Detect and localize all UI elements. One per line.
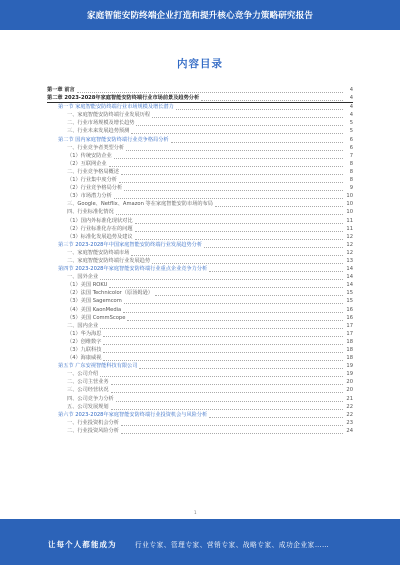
toc-entry-page: 6 [349, 144, 353, 151]
toc-entry[interactable] [47, 419, 353, 427]
toc-entry-page: 18 [346, 338, 353, 345]
toc-leader-dots [114, 192, 343, 199]
toc-leader-dots [77, 86, 343, 93]
report-title: 家庭智能安防终端企业打造和提升核心竞争力策略研究报告 [86, 11, 314, 21]
toc-entry-label: 二、行业市场规模及增长趋势 [67, 120, 135, 127]
toc-entry-page: 19 [346, 363, 353, 370]
toc-entry[interactable] [47, 233, 353, 241]
toc-entry-page: 11 [346, 217, 353, 224]
toc-entry[interactable] [47, 208, 353, 216]
toc-entry[interactable] [47, 427, 353, 435]
toc-entry-label: 三、Google、Netflix、Amazon 等在家庭智能安防市场的布局 [67, 201, 213, 208]
toc-leader-dots [121, 427, 343, 434]
toc-leader-dots [100, 322, 343, 329]
toc-entry-page: 18 [346, 355, 353, 362]
toc-leader-dots [121, 419, 343, 426]
toc-leader-dots [111, 378, 343, 385]
toc-entry-label: （3）标准化发展趋势及建议 [67, 233, 133, 240]
toc-entry-page: 8 [349, 160, 353, 167]
toc-entry[interactable] [47, 152, 353, 160]
toc-entry-page: 10 [346, 193, 353, 200]
toc-leader-dots [215, 200, 343, 207]
toc-leader-dots [131, 249, 343, 256]
toc-leader-dots [127, 314, 343, 321]
toc-entry-label: 五、公司发展规划 [67, 403, 109, 410]
toc-entry[interactable] [47, 94, 353, 103]
toc-entry-label: （4）海康威视 [67, 355, 102, 362]
toc-entry[interactable] [47, 127, 353, 135]
toc-leader-dots [100, 370, 343, 377]
toc-leader-dots [155, 289, 343, 296]
toc-entry[interactable] [47, 370, 353, 378]
toc-entry[interactable] [47, 338, 353, 346]
toc-entry-label: 第二节 国内家庭智能安防终端行业竞争格局分析 [58, 136, 169, 143]
toc-entry[interactable] [47, 144, 353, 152]
toc-leader-dots [116, 395, 343, 402]
toc-entry[interactable] [47, 346, 353, 354]
toc-entry-page: 20 [346, 379, 353, 386]
toc-entry[interactable] [47, 160, 353, 168]
toc-entry-label: （2）法国 Technicolor（原汤姆逊） [67, 290, 153, 297]
toc-entry-page: 12 [346, 233, 353, 240]
toc-entry[interactable] [47, 225, 353, 233]
toc-leader-dots [116, 208, 343, 215]
toc-entry[interactable] [47, 176, 353, 184]
toc-entry[interactable] [47, 289, 353, 297]
toc-entry-page: 22 [346, 403, 353, 410]
toc-entry-page: 23 [346, 419, 353, 426]
toc-entry[interactable] [47, 249, 353, 257]
toc-leader-dots [136, 119, 343, 126]
toc-entry[interactable] [47, 273, 353, 281]
toc-entry-label: 二、公司主营业务 [67, 379, 109, 386]
toc-entry-label: （5）美国 CommScope [67, 314, 126, 321]
toc-entry-page: 12 [346, 241, 353, 248]
toc-entry-label: （1）美国 ROKU [67, 282, 108, 289]
toc-entry-page: 4 [349, 87, 353, 93]
toc-entry-page: 5 [349, 128, 353, 135]
toc-leader-dots [119, 176, 343, 183]
toc-entry-label: （2）行业标准化存在的问题 [67, 225, 133, 232]
toc-entry-label: 一、家庭智能安防终端行业发展历程 [67, 112, 151, 119]
toc-entry-page: 16 [346, 306, 353, 313]
toc-entry-label: 第五节 广东安视智能科技有限公司 [58, 363, 138, 370]
toc-leader-dots [204, 241, 343, 248]
toc-entry[interactable] [47, 86, 353, 94]
toc-entry-label: 第六节 2023-2028年家庭智能安防终端行业投资机会与风险分析 [58, 411, 208, 418]
toc-leader-dots [139, 362, 343, 369]
toc-entry-label: （3）九联科技 [67, 347, 102, 353]
toc-entry-label: （2）互联网企业 [67, 160, 107, 167]
toc-entry[interactable] [47, 184, 353, 192]
toc-entry-page: 12 [346, 249, 353, 256]
toc-leader-dots [103, 354, 343, 361]
footer-slogan-left: 让每个人都能成为 [48, 540, 117, 549]
toc-entry[interactable] [47, 354, 353, 362]
toc-entry[interactable] [47, 314, 353, 322]
toc-entry[interactable] [47, 200, 353, 208]
toc-entry[interactable] [47, 111, 353, 119]
toc-entry-label: 三、行业未来发展趋势预测 [67, 128, 130, 135]
footer-slogan-right: 行业专家、管理专家、营销专家、战略专家、成功企业家…… [135, 541, 330, 549]
toc-entry-label: （3）市场潜力分析 [67, 193, 112, 200]
toc-entry-label: （2）行业竞争格局分析 [67, 185, 123, 192]
toc-entry-page: 24 [346, 427, 353, 434]
toc-entry-label: 二、国内企业 [67, 322, 99, 329]
toc-leader-dots [121, 168, 343, 175]
toc-entry-page: 18 [346, 347, 353, 353]
toc-entry-label: （2）创维数字 [67, 338, 102, 345]
toc-entry[interactable] [47, 136, 353, 144]
toc-heading: 内容目录 [177, 58, 223, 70]
page-number: 1 [194, 510, 197, 515]
toc-entry-page: 8 [349, 168, 353, 175]
page-header-banner [0, 0, 400, 30]
toc-entry-label: 一、公司介绍 [67, 371, 99, 378]
toc-entry-page: 13 [346, 257, 353, 264]
toc-entry-page: 17 [346, 322, 353, 329]
toc-leader-dots [124, 297, 343, 304]
toc-entry[interactable] [47, 322, 353, 330]
toc-leader-dots [124, 184, 343, 191]
toc-leader-dots [176, 103, 343, 110]
toc-leader-dots [111, 403, 343, 410]
toc-entry[interactable] [47, 265, 353, 273]
toc-entry-page: 14 [346, 274, 353, 281]
toc-entry[interactable] [47, 403, 353, 411]
toc-entry[interactable] [47, 168, 353, 176]
toc-entry-page: 11 [346, 225, 353, 232]
toc-leader-dots [123, 306, 343, 313]
toc-entry-page: 4 [349, 95, 353, 102]
toc-entry-page: 10 [346, 209, 353, 216]
toc-leader-dots [103, 338, 343, 345]
toc-entry-page: 4 [349, 112, 353, 119]
toc-entry[interactable] [47, 386, 353, 394]
toc-entry-page: 20 [346, 387, 353, 394]
toc-entry-label: 四、公司竞争力分析 [67, 395, 114, 402]
toc-entry[interactable] [47, 241, 353, 249]
toc-entry[interactable] [47, 217, 353, 225]
toc-entry[interactable] [47, 297, 353, 305]
toc-entry-page: 15 [346, 290, 353, 297]
toc-entry[interactable] [47, 330, 353, 338]
toc-entry-page: 6 [349, 136, 353, 143]
toc-entry-label: 第三节 2023-2028年中国家庭智能安防终端行业发展趋势分析 [58, 241, 203, 248]
toc-entry-label: 第四节 2023-2028年家庭智能安防终端行业重点企业竞争力分析 [58, 266, 208, 273]
toc-entry-label: （1）国内外标准化现状对比 [67, 217, 133, 224]
toc-entry[interactable] [47, 395, 353, 403]
toc-entry-page: 16 [346, 314, 353, 321]
toc-leader-dots [152, 111, 343, 118]
toc-entry-label: 四、行业标准化情况 [67, 209, 114, 216]
toc-entry-label: 一、国外企业 [67, 274, 99, 281]
toc-entry-label: （4）美国 KaonMedia [67, 306, 122, 313]
toc-entry-label: （1）华为海思 [67, 330, 102, 337]
toc-leader-dots [209, 411, 343, 418]
toc-entry-label: （1）传统安防企业 [67, 152, 112, 159]
toc-entry-page: 8 [349, 177, 353, 184]
toc-leader-dots [111, 386, 343, 393]
table-of-contents [47, 86, 353, 435]
toc-leader-dots [152, 257, 343, 264]
toc-leader-dots [171, 136, 343, 143]
toc-entry-page: 10 [346, 201, 353, 208]
toc-entry[interactable] [47, 192, 353, 200]
toc-leader-dots [201, 94, 343, 101]
toc-entry[interactable] [47, 362, 353, 370]
toc-entry-label: 二、家庭智能安防终端行业发展趋势 [67, 257, 151, 264]
toc-entry-page: 17 [346, 330, 353, 337]
toc-entry-label: 第二章 2023-2028年家庭智能安防终端行业市场前景及趋势分析 [47, 95, 200, 102]
toc-entry[interactable] [47, 257, 353, 265]
toc-entry-page: 4 [349, 104, 353, 111]
toc-leader-dots [100, 273, 343, 280]
toc-entry-page: 7 [349, 152, 353, 159]
toc-leader-dots [103, 330, 343, 337]
toc-entry-page: 14 [346, 282, 353, 289]
toc-leader-dots [109, 160, 343, 167]
toc-leader-dots [135, 217, 343, 224]
page-footer-banner [0, 519, 400, 565]
toc-entry-page: 15 [346, 298, 353, 305]
toc-entry-label: 三、公司经营状况 [67, 387, 109, 394]
toc-entry-label: 一、家庭智能安防终端市场 [67, 249, 130, 256]
toc-entry-label: 一、行业投资机会分析 [67, 419, 119, 426]
toc-leader-dots [103, 346, 343, 353]
toc-entry-page: 19 [346, 371, 353, 378]
toc-leader-dots [135, 225, 343, 232]
toc-entry-page: 5 [349, 120, 353, 127]
toc-leader-dots [209, 265, 343, 272]
toc-leader-dots [126, 144, 343, 151]
toc-entry-label: 第一节 家庭智能安防终端行业市场规模及增长潜力 [58, 104, 174, 111]
toc-leader-dots [114, 152, 343, 159]
toc-entry-label: 一、行业竞争者类型分析 [67, 144, 125, 151]
toc-leader-dots [131, 127, 343, 134]
toc-entry[interactable] [47, 378, 353, 386]
toc-entry[interactable] [47, 306, 353, 314]
toc-entry-label: （1）行业集中度分析 [67, 177, 117, 184]
toc-entry-label: 二、行业竞争格局概述 [67, 168, 119, 175]
toc-leader-dots [135, 233, 343, 240]
toc-leader-dots [109, 281, 343, 288]
toc-entry-label: 二、行业投资风险分析 [67, 427, 119, 434]
toc-entry-label: （3）美国 Sagemcom [67, 298, 122, 305]
toc-entry-label: 第一章 前言 [47, 87, 75, 93]
toc-entry[interactable] [47, 119, 353, 127]
toc-entry[interactable] [47, 411, 353, 419]
toc-entry-page: 14 [346, 266, 353, 273]
toc-entry[interactable] [47, 281, 353, 289]
toc-entry-page: 21 [346, 395, 353, 402]
toc-entry-page: 9 [349, 185, 353, 192]
toc-entry-page: 22 [346, 411, 353, 418]
toc-entry[interactable] [47, 103, 353, 111]
